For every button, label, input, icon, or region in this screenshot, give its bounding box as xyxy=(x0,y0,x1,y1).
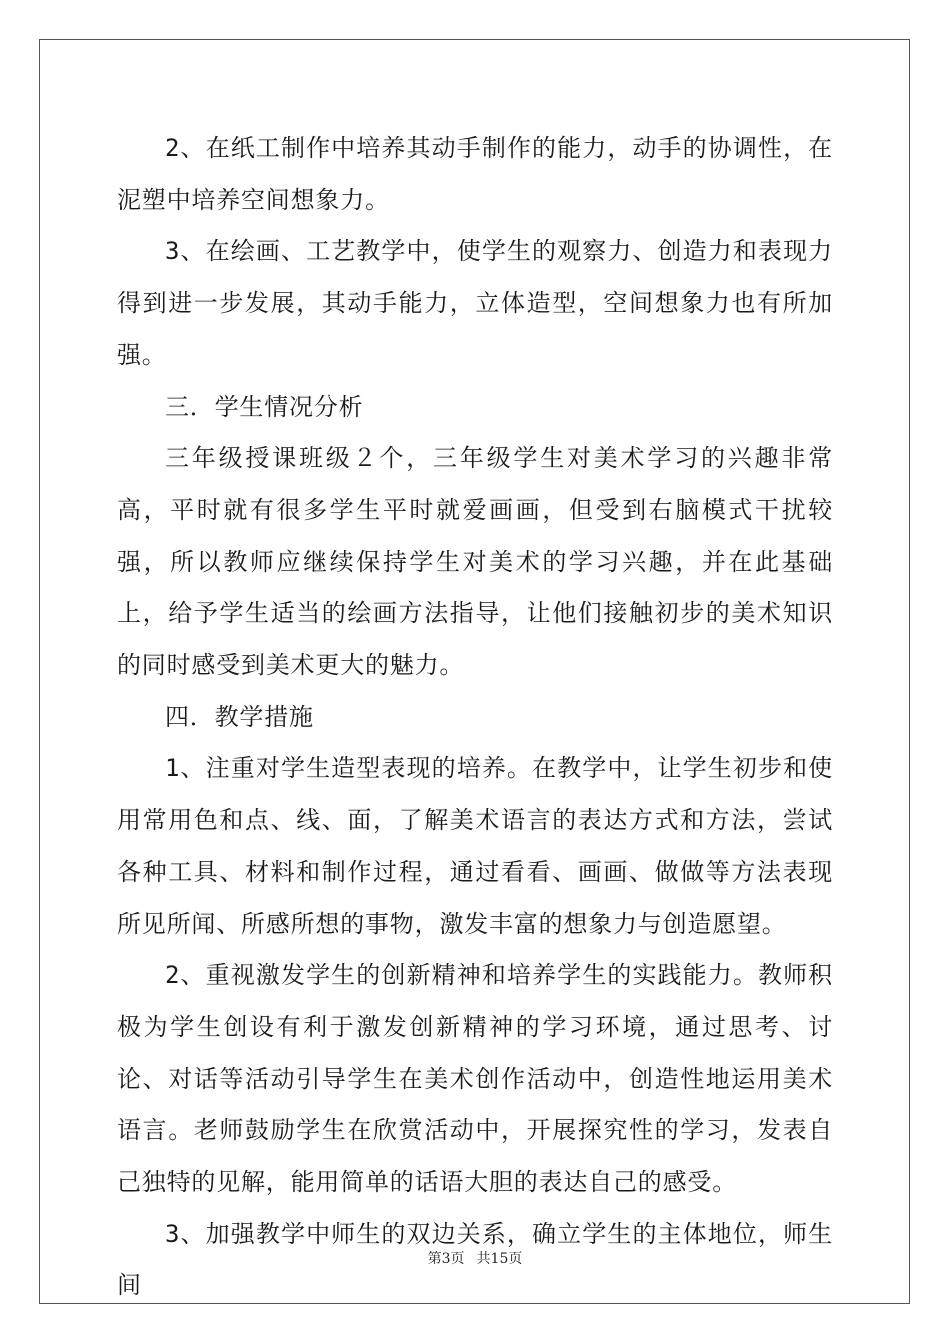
page-total: 共15页 xyxy=(476,1251,523,1267)
paragraph: 2、在纸工制作中培养其动手制作的能力，动手的协调性，在泥塑中培养空间想象力。 xyxy=(117,134,833,214)
paragraph: 3、在绘画、工艺教学中，使学生的观察力、创造力和表现力得到进一步发展，其动手能力，立体造型，空间想象力也有所加强。 xyxy=(117,237,833,369)
paragraph: 三年级授课班级２个，三年级学生对美术学习的兴趣非常高，平时就有很多学生平时就爱画画，但受到右脑模式干扰较强，所以教师应继续保持学生对美术的学习兴趣，并在此基础上，给予学生适当的绘画方法指导，让他们接触初步的美术知识的同时感受到美术更大的魅力。 xyxy=(117,444,833,680)
section-heading: 三．学生情况分析 xyxy=(165,392,364,421)
paragraph: 1、注重对学生造型表现的培养。在教学中，让学生初步和使用常用色和点、线、面，了解美术语言的表达方式和方法，尝试各种工具、材料和制作过程，通过看看、画画、做做等方法表现所见所闻、所感所想的事物，激发丰富的想象力与创造愿望。 xyxy=(117,754,833,938)
page-number: 第3页 xyxy=(427,1251,465,1267)
page-footer xyxy=(0,1248,950,1268)
document-body xyxy=(117,123,833,1312)
paragraph: 2、重视激发学生的创新精神和培养学生的实践能力。教师积极为学生创设有利于激发创新精神的学习环境，通过思考、讨论、对话等活动引导学生在美术创作活动中，创造性地运用美术语言。老师鼓励学生在欣赏活动中，开展探究性的学习，发表自己独特的见解，能用简单的话语大胆的表达自己的感受。 xyxy=(117,961,833,1197)
section-heading: 四．教学措施 xyxy=(165,702,314,731)
paragraph: 3、加强教学中师生的双边关系，确立学生的主体地位，师生间 xyxy=(117,1219,833,1300)
